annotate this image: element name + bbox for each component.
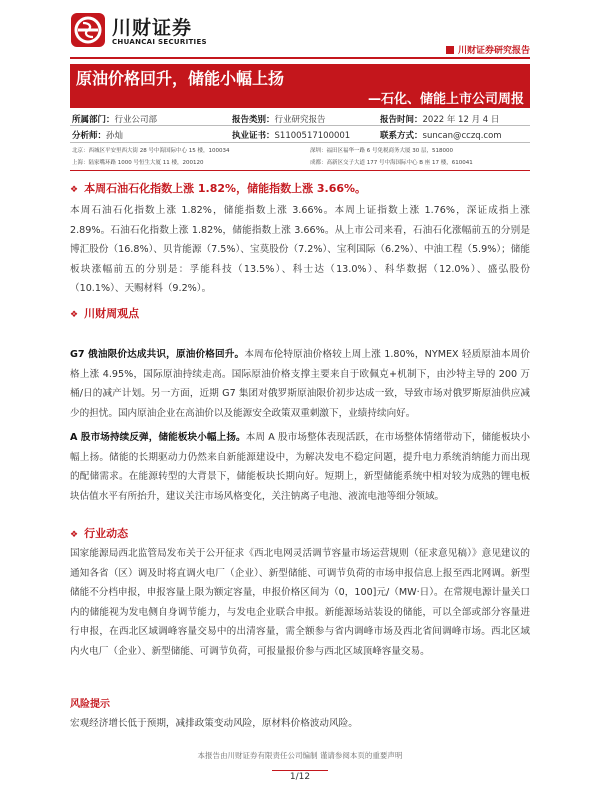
diamond-bullet-icon: ❖ xyxy=(70,530,79,540)
brand-name-en: CHUANCAI SECURITIES xyxy=(112,38,207,46)
footer-disclaimer: 本报告由川财证券有限责任公司编制 谨请参阅本页的重要声明 xyxy=(197,751,403,760)
section-weekly-index-heading: ❖ 本周石油石化指数上涨 1.82%，储能指数上涨 3.66%。 xyxy=(70,182,367,195)
report-subtitle: —石化、储能上市公司周报 xyxy=(367,92,524,107)
address-beijing: 北京：西城区平安里西大街 28 号中海国际中心 15 楼，100034 xyxy=(72,148,230,154)
weekly-view-oil-lead: G7 俄油限价达成共识，原油价格回升。 xyxy=(70,349,245,360)
date-info: 报告时间：2022 年 12 月 4 日 xyxy=(380,115,500,125)
report-type-tag-label: 川财证券研究报告 xyxy=(457,46,530,56)
page-indicator xyxy=(272,770,328,784)
address-chengdu: 成都：高新区交子大道 177 号中海国际中心 B 座 17 楼，610041 xyxy=(310,160,473,166)
section-risk-heading: 风险提示 xyxy=(70,699,110,710)
dept-info: 所属部门：行业公司部 xyxy=(72,115,158,125)
address-shenzhen: 深圳：福田区福华一路 6 号免税商务大厦 30 层，518000 xyxy=(310,148,453,154)
section-weekly-index-body: 本周石油石化指数上涨 1.82%，储能指数上涨 3.66%。本周上证指数上涨 1.76%，深证成指上涨 2.89%。石油石化指数上涨 1.82%，储能指数上涨 3.66%。从上市公司来看，石油石化涨幅前五的分别是博汇股份（16.8%）、贝肯能源（7.5%）、宝莫股份（7.2%）、宝利国际（6.2%）、中油工程（5.9%）；储能板块涨幅前五的分别是：孚能科技（13.5%）、科士达（13.0%）、科华数据（12.0%）、盛弘股份（10.1%）、天赐材料（9.2%）。 xyxy=(70,205,530,294)
category-info: 报告类别：行业研究报告 xyxy=(232,115,326,125)
brand-logo-icon xyxy=(70,12,106,48)
header-rule xyxy=(70,57,530,59)
square-bullet-icon xyxy=(446,46,454,54)
brand-name-cn: 川财证券 xyxy=(112,17,193,39)
info-bottom-rule xyxy=(70,170,530,171)
info-divider xyxy=(70,125,530,126)
diamond-bullet-icon: ❖ xyxy=(70,185,79,195)
info-divider-2 xyxy=(70,142,530,143)
page-number: 1/12 xyxy=(289,772,311,782)
weekly-view-paragraph-oil: G7 俄油限价达成共识，原油价格回升。本周布伦特原油价格较上周上涨 1.80%，NYMEX 轻质原油本周价格上涨 4.95%，国际原油持续走高。国际原油价格支撑主要来自于欧佩克+机制下，由沙特主导的 200 万桶/日的减产计划。另一方面，近期 G7 集团对俄罗斯原油限价初步达成一致，导致市场对俄罗斯原油供应减少的担忧。国内原油企业在高油价以及能源安全政策双重刺激下，业绩持续向好。 xyxy=(70,349,531,419)
contact-email[interactable]: suncan@cczq.com xyxy=(422,131,502,141)
section-industry-news-heading: ❖ 行业动态 xyxy=(70,527,129,540)
weekly-view-storage-lead: A 股市场持续反弹，储能板块小幅上扬。 xyxy=(70,432,246,443)
section-weekly-view-heading: ❖ 川财周观点 xyxy=(70,307,140,320)
section-risk-body: 宏观经济增长低于预期，减排政策变动风险，原材料价格波动风险。 xyxy=(70,718,358,729)
cert-info: 执业证书：S1100517100001 xyxy=(232,131,351,141)
weekly-view-paragraph-storage: A 股市场持续反弹，储能板块小幅上扬。本周 A 股市场整体表现活跃，在市场整体情绪带动下，储能板块小幅上扬。储能的长期驱动力仍然来自新能源建设中，为解决发电不稳定问题，提升电力系统消纳能力而出现的配储需求。在能源转型的大背景下，储能板块长期向好。短期上，新型储能系统中相对较为成熟的锂电板块估值水平有所抬升，建议关注市场风格变化，关注钠离子电池、液流电池等细分领域。 xyxy=(70,432,530,502)
section-industry-news-body: 国家能源局西北监管局发布关于公开征求《西北电网灵活调节容量市场运营规则（征求意见稿）》意见建议的通知各省（区）调及时将直调火电厂（企业）、新型储能、可调节负荷的市场申报信息上报至西北网调。新型储能不分档申报，申报容量上限为额定容量，申报价格区间为（0，100]元/（MW·日）。在常规电源计量关口内的储能视为发电侧自身调节能力，与发电企业联合申报。新能源场站装设的储能，可以全部或部分容量进行申报，在西北区域调峰容量交易中的出清容量，需全额参与省内调峰市场及西北省间调峰市场。西北区域内火电厂（企业）、新型储能、可调节负荷，可报量报价参与西北区域顶峰容量交易。 xyxy=(70,548,530,657)
analyst-info: 分析师：孙灿 xyxy=(72,131,124,141)
report-title: 原油价格回升，储能小幅上扬 xyxy=(76,69,285,88)
diamond-bullet-icon: ❖ xyxy=(70,310,79,320)
address-shanghai: 上海：陆家嘴环路 1000 号恒生大厦 11 楼，200120 xyxy=(72,160,204,166)
contact-info: 联系方式：suncan@cczq.com xyxy=(380,131,502,141)
page-indicator-rule xyxy=(272,770,328,771)
report-type-tag xyxy=(446,43,530,56)
